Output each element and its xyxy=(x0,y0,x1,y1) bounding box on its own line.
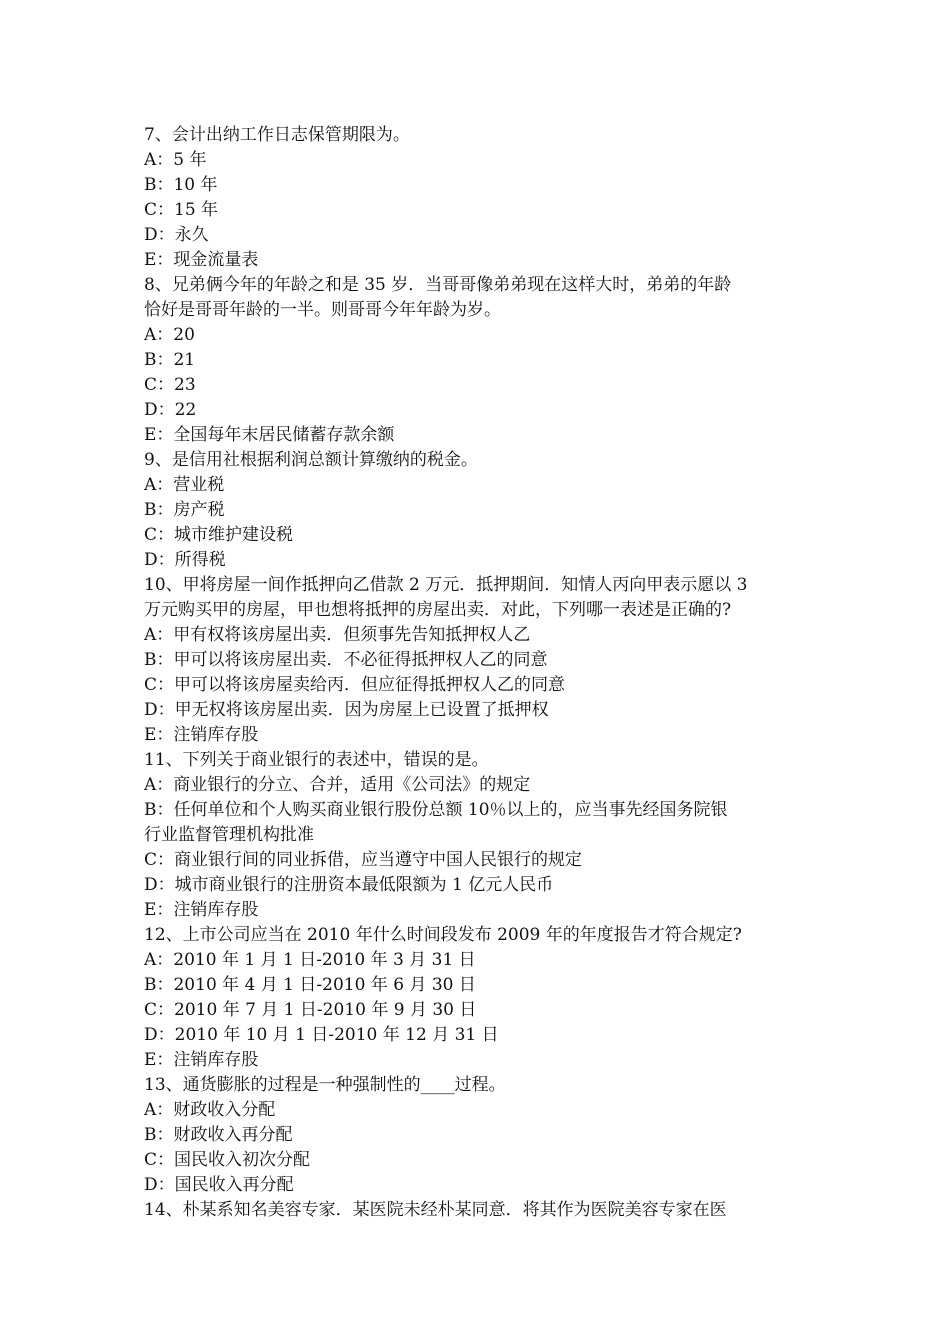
q9-option-a: A：营业税 xyxy=(144,475,225,495)
q8-option-c: C：23 xyxy=(144,375,196,395)
q11-option-e: E：注销库存股 xyxy=(144,900,259,920)
q14-question: 14、朴某系知名美容专家．某医院未经朴某同意．将其作为医院美容专家在医 xyxy=(144,1200,727,1220)
q11-option-b: B：任何单位和个人购买商业银行股份总额 10％以上的，应当事先经国务院银 xyxy=(144,800,728,820)
q10-option-b: B：甲可以将该房屋出卖．不必征得抵押权人乙的同意 xyxy=(144,650,548,670)
q8-option-e: E：全国每年末居民储蓄存款余额 xyxy=(144,425,395,445)
q13-option-c: C：国民收入初次分配 xyxy=(144,1150,311,1170)
q12-option-c: C：2010 年 7 月 1 日-2010 年 9 月 30 日 xyxy=(144,1000,477,1020)
q10-option-d: D：甲无权将该房屋出卖．因为房屋上已设置了抵押权 xyxy=(144,700,549,720)
q10-option-a: A：甲有权将该房屋出卖．但须事先告知抵押权人乙 xyxy=(144,625,531,645)
q8-question: 8、兄弟俩今年的年龄之和是 35 岁．当哥哥像弟弟现在这样大时，弟弟的年龄 xyxy=(144,275,732,295)
q11-option-b-cont: 行业监督管理机构批准 xyxy=(144,825,314,845)
q8-option-d: D：22 xyxy=(144,400,197,420)
q13-option-a: A：财政收入分配 xyxy=(144,1100,276,1120)
q9-option-d: D：所得税 xyxy=(144,550,226,570)
q12-option-a: A：2010 年 1 月 1 日-2010 年 3 月 31 日 xyxy=(144,950,476,970)
q11-option-a: A：商业银行的分立、合并，适用《公司法》的规定 xyxy=(144,775,531,795)
q11-question: 11、下列关于商业银行的表述中，错误的是。 xyxy=(144,750,489,770)
q10-question: 10、甲将房屋一间作抵押向乙借款 2 万元．抵押期间．知情人丙向甲表示愿以 3 xyxy=(144,575,748,595)
document-page xyxy=(144,123,810,1223)
q7-option-b: B：10 年 xyxy=(144,175,218,195)
q8-option-a: A：20 xyxy=(144,325,195,345)
q10-option-e: E：注销库存股 xyxy=(144,725,259,745)
q7-option-c: C：15 年 xyxy=(144,200,219,220)
q9-option-c: C：城市维护建设税 xyxy=(144,525,294,545)
q8-option-b: B：21 xyxy=(144,350,196,370)
q13-question: 13、通货膨胀的过程是一种强制性的____过程。 xyxy=(144,1075,506,1095)
q13-option-b: B：财政收入再分配 xyxy=(144,1125,293,1145)
q12-question: 12、上市公司应当在 2010 年什么时间段发布 2009 年的年度报告才符合规定? xyxy=(144,925,742,945)
q11-option-c: C：商业银行间的同业拆借，应当遵守中国人民银行的规定 xyxy=(144,850,583,870)
q12-option-e: E：注销库存股 xyxy=(144,1050,259,1070)
q9-question: 9、是信用社根据利润总额计算缴纳的税金。 xyxy=(144,450,478,470)
q8-question-cont: 恰好是哥哥年龄的一半。则哥哥今年年龄为岁。 xyxy=(144,300,501,320)
q10-option-c: C：甲可以将该房屋卖给丙．但应征得抵押权人乙的同意 xyxy=(144,675,566,695)
q12-option-d: D：2010 年 10 月 1 日-2010 年 12 月 31 日 xyxy=(144,1025,499,1045)
q11-option-d: D：城市商业银行的注册资本最低限额为 1 亿元人民币 xyxy=(144,875,554,895)
q7-option-a: A：5 年 xyxy=(144,150,207,170)
q9-option-b: B：房产税 xyxy=(144,500,225,520)
q12-option-b: B：2010 年 4 月 1 日-2010 年 6 月 30 日 xyxy=(144,975,476,995)
q7-question: 7、会计出纳工作日志保管期限为。 xyxy=(144,125,410,145)
q7-option-e: E：现金流量表 xyxy=(144,250,259,270)
q10-question-cont: 万元购买甲的房屋，甲也想将抵押的房屋出卖．对此，下列哪一表述是正确的? xyxy=(144,600,732,620)
q13-option-d: D：国民收入再分配 xyxy=(144,1175,294,1195)
q7-option-d: D：永久 xyxy=(144,225,209,245)
